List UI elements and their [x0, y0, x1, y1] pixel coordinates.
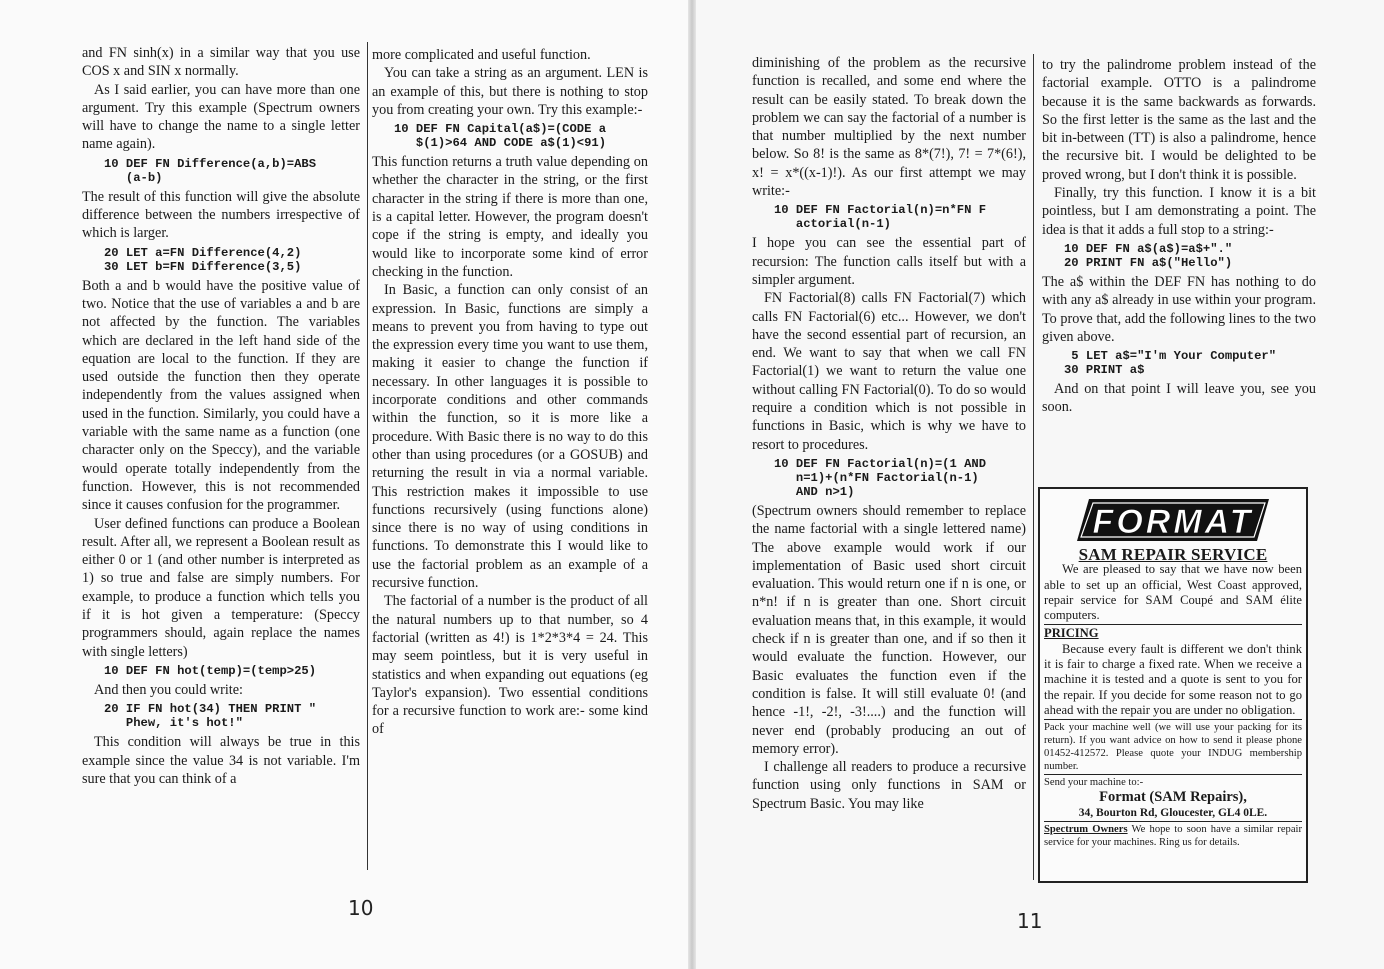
- code-listing: 20 LET a=FN Difference(4,2) 30 LET b=FN Difference(3,5): [103, 245, 302, 274]
- paragraph: more complicated and useful function.: [372, 47, 591, 63]
- paragraph: User defined functions can produce a Boolean result. After all, we represent a Boolean result as either 0 or 1 (and other number is interpreted as 1) so true and false are simply numbers. For example, to produce a function which tells you if it is hot given a temperature: (Speccy programmers should, again replace the names with single letters): [82, 515, 360, 660]
- paragraph: The result of this function will give the absolute difference between the numbers irrespective of which is larger.: [82, 188, 360, 242]
- format-logo: [1075, 495, 1271, 545]
- code-listing: 10 DEF FN a$(a$)=a$+"." 20 PRINT FN a$("Hello"): [1063, 241, 1233, 270]
- column-divider: [367, 42, 368, 870]
- ad-intro: We are pleased to say that we have now been able to set up an official, West Coast approved, repair service for SAM Coupé and SAM élite computers.: [1044, 562, 1302, 623]
- paragraph: Both a and b would have the positive value of two. Notice that the use of variables a and b are not affected by the function. The variables which are declared in the left hand side of the equation are local to the function. If they are used outside the function then they operate independently from the values assigned when used in the function. Similarly, you could have a variable with the same name as a function (one character only on the Speccy), and the variable would operate totally independently from the function. However, this is not recommended since it causes confusion for the programmer.: [82, 277, 360, 514]
- paragraph: You can take a string as an argument. LEN is an example of this, but there is nothing to stop you from creating your own. Try this example:-: [372, 65, 648, 118]
- book-gutter: [688, 0, 696, 969]
- spectrum-owners-text: We hope to soon have a similar repair service for your machines. Ring us for details.: [1044, 824, 1302, 849]
- code-listing: 10 DEF FN Factorial(n)=n*FN F actorial(n-1): [773, 203, 987, 232]
- left-page-column-2: [372, 46, 648, 739]
- paragraph: And on that point I will leave you, see you soon.: [1042, 381, 1316, 416]
- code-listing: 10 DEF FN Factorial(n)=(1 AND n=1)+(n*FN Factorial(n-1) AND n>1): [773, 456, 987, 499]
- paragraph: The factorial of a number is the product of all the natural numbers up to that number, so 4 factorial (written as 4!) is 1*2*3*4 = 24. This may seem pointless, but it is very useful in statistics and when expanding out equations (eg Taylor's expansion). Two essential conditions for a recursive function to work are:- some kind of: [372, 593, 648, 738]
- paragraph: This condition will always be true in this example since the value 34 is not variable. I'm sure that you can think of a: [82, 734, 360, 787]
- address-line: 34, Bourton Rd, Gloucester, GL4 0LE.: [1078, 807, 1268, 820]
- spectrum-owners-label: Spectrum Owners: [1044, 824, 1128, 836]
- code-listing: 10 DEF FN Capital(a$)=(CODE a $(1)>64 AND CODE a$(1)<91): [393, 122, 607, 151]
- ad-divider: [1044, 821, 1302, 822]
- right-page-column-2: [1042, 56, 1316, 417]
- right-page-column-1: [752, 54, 1026, 813]
- paragraph: diminishing of the problem as the recursive function is recalled, and some end where the result can be easily stated. To break down the problem we can say the factorial of a number is that number multiplied by the next number below. So 8! is the same as 8*(7!), 7! = 7*(6!), x! = x*((x-1)!). As our first attempt we may write:-: [752, 55, 1026, 200]
- ad-divider: [1044, 624, 1302, 625]
- paragraph: I hope you can see the essential part of recursion: The function calls itself but with a simpler argument.: [752, 235, 1026, 288]
- page-number-left: 10: [348, 896, 374, 920]
- paragraph: FN Factorial(8) calls FN Factorial(7) which calls FN Factorial(6) etc... However, we don't have the second essential part of recursion, an end. We want to say that when we call FN Factorial(1) we want to return the value one without calling FN Factorial(0). To do so would require a condition which is not possible in functions in Basic, which is why we have to resort to procedures.: [752, 290, 1026, 453]
- paragraph: In Basic, a function can only consist of an expression. In Basic, functions are simply a means to prevent you from having to type out the expression every time you want to use them, making it easier to change the function if necessary. In other languages it is possible to incorporate conditions and other commands within the function, so it is more like a procedure. With Basic there is no way to do this other than using procedures (or a GOSUB) and returning the result in via a normal variable. This restriction makes it impossible to use functions recursively (using functions alone) since there is no way of using conditions in functions. To demonstrate this I would like to use the factorial problem as an example of a recursive function.: [372, 282, 648, 592]
- column-divider: [1033, 54, 1034, 880]
- paragraph: to try the palindrome problem instead of the factorial example. OTTO is a palindrome because it is the same backwards as forwards. So the first letter is the same as the last and the bit in-between (TT) is also a palindrome, hence the recursive bit. I would be delighted to be proved wrong, but I don't think it is possible.: [1042, 57, 1316, 183]
- ad-divider: [1044, 719, 1302, 720]
- repair-service-heading: SAM REPAIR SERVICE: [1078, 545, 1268, 564]
- paragraph: This function returns a truth value depending on whether the character in the string, or the first character in the string if there is more than one, is a capital letter. However, the program doesn't cope if the string is empty, and ideally you would like to incorporate some kind of error checking in the function.: [372, 154, 648, 280]
- paragraph: The a$ within the DEF FN has nothing to do with any a$ already in use within your program. To prove that, add the following lines to the two given above.: [1042, 273, 1316, 345]
- pricing-text: Because every fault is different we don't think it is fair to charge a fixed rate. When we receive a machine it is tested and a quote is sent to you for the repair. If you decide for some reason not to go ahead with the repair you are under no obligation.: [1044, 641, 1302, 717]
- paragraph: and FN sinh(x) in a similar way that you use COS x and SIN x normally.: [82, 45, 360, 80]
- paragraph: As I said earlier, you can have more than one argument. Try this example (Spectrum owners will have to change the name to a single letter name again).: [82, 81, 360, 153]
- paragraph: (Spectrum owners should remember to replace the name factorial with a single lettered name) The above example would work if our implementation of Basic used short circuit evaluation. This would return one if n is one, or n*n! if n is greater than one. Short circuit evaluation means that, in this example, it would check if n is greater than one, and if so then it would evaluate the function. However, our Basic evaluates the function even if the condition is false. It will still evaluate 0! (and hence -1!, -2!, -3!....) and the function will never end (probably producing an out of memory error).: [752, 502, 1026, 757]
- format-logo-text: FORMAT: [1092, 503, 1254, 541]
- packing-text: Pack your machine well (we will use your packing for its return). If you want advice on how to send it please phone 01452-412572. Please quote your INDUG membership number.: [1044, 722, 1302, 773]
- code-listing: 20 IF FN hot(34) THEN PRINT " Phew, it's hot!": [103, 702, 317, 731]
- ad-divider: [1044, 774, 1302, 775]
- left-page-column-1: [82, 44, 360, 788]
- code-listing: 10 DEF FN hot(temp)=(temp>25): [82, 663, 317, 678]
- send-to-label: Send your machine to:-: [1044, 777, 1144, 789]
- code-listing: 10 DEF FN Difference(a,b)=ABS (a-b): [103, 156, 317, 185]
- format-advert: [1038, 487, 1308, 883]
- page-number-right: 11: [1017, 909, 1043, 933]
- pricing-heading: PRICING: [1044, 626, 1099, 641]
- paragraph: And then you could write:: [94, 681, 243, 698]
- address-name: Format (SAM Repairs),: [1099, 789, 1247, 806]
- paragraph: Finally, try this function. I know it is a bit pointless, but I am demonstrating a point. The idea is that it adds a full stop to a string:-: [1042, 185, 1316, 238]
- code-listing: 5 LET a$="I'm Your Computer" 30 PRINT a$: [1063, 349, 1277, 378]
- paragraph: I challenge all readers to produce a recursive function using only functions in SAM or Spectrum Basic. You may like: [752, 759, 1026, 812]
